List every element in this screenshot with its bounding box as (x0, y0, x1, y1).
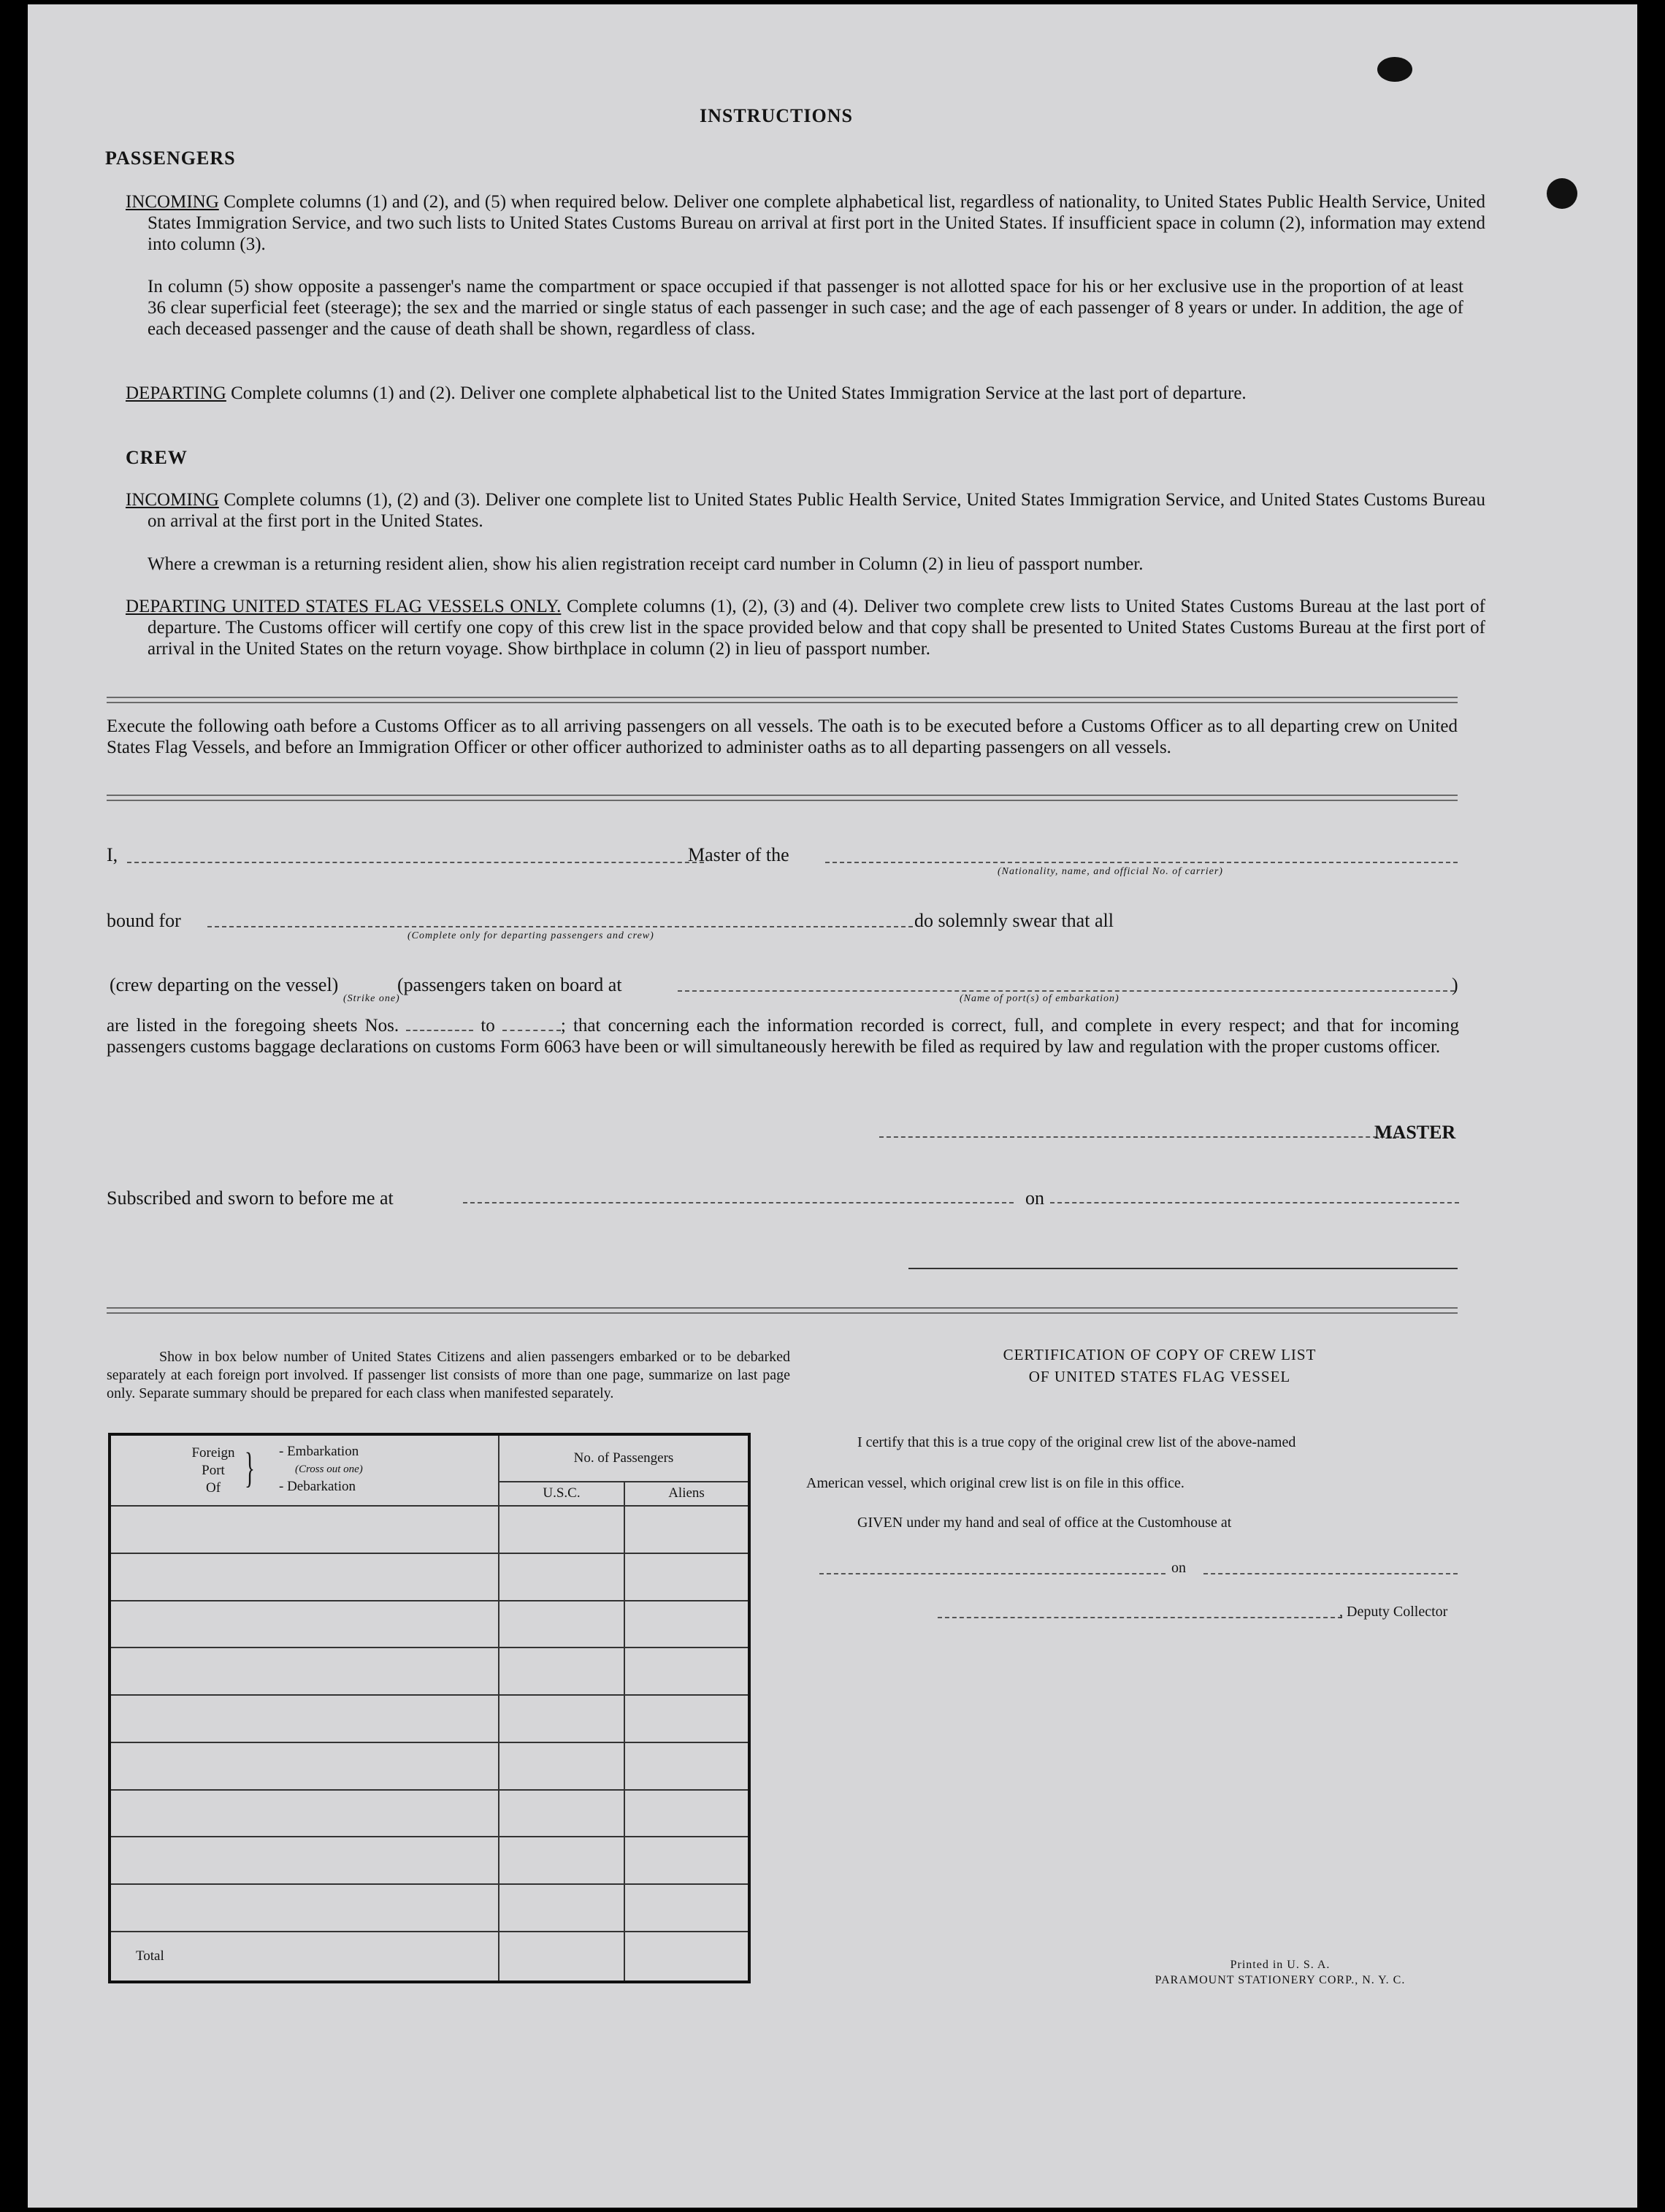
table-row (110, 1695, 749, 1742)
debarkation-option[interactable]: - Debarkation (279, 1479, 356, 1494)
ports-caption: (Name of port(s) of embarkation) (960, 993, 1119, 1004)
sheet-from-field[interactable] (406, 1015, 473, 1031)
deputy-collector-label: , Deputy Collector (1339, 1604, 1448, 1620)
departing-label: DEPARTING (126, 383, 226, 403)
incoming-text: Complete columns (1) and (2), and (5) when required below. Deliver one complete alphabetical list, regardless of nationality, to United States Public Health Service, United States Immigration Service, and two such lists to United States Customs Bureau on arrival at first port in the United States. If insufficient space in column (2), information may extend into column (3). (148, 192, 1486, 254)
flag-vessels-label: DEPARTING UNITED STATES FLAG VESSELS ONLY. (126, 597, 562, 616)
port-label: Port (202, 1463, 225, 1478)
table-row (110, 1742, 749, 1790)
certification-title-line1: CERTIFICATION OF COPY OF CREW LIST (1003, 1346, 1317, 1363)
officer-signature-field[interactable] (908, 1268, 1458, 1269)
ports-field[interactable] (678, 990, 1455, 992)
bound-for-caption: (Complete only for departing passengers and crew) (407, 930, 654, 941)
table-row (110, 1553, 749, 1601)
table-row (110, 1601, 749, 1648)
passengers-heading: PASSENGERS (105, 148, 236, 169)
listed-prefix: are listed in the foregoing sheets Nos. (107, 1016, 399, 1036)
close-paren: ) (1452, 974, 1458, 995)
total-aliens-cell[interactable] (624, 1932, 749, 1982)
printer-line2: PARAMOUNT STATIONERY CORP., N. Y. C. (1155, 1974, 1406, 1986)
incoming-label: INCOMING (126, 192, 219, 212)
total-label: Total (110, 1932, 499, 1982)
table-row (110, 1790, 749, 1837)
cross-out-caption: (Cross out one) (295, 1463, 363, 1475)
port-header-cell (110, 1434, 499, 1506)
certification-line3: GIVEN under my hand and seal of office at the Customhouse at (857, 1515, 1232, 1531)
summary-instructions: Show in box below number of United States Citizens and alien passengers embarked or to be debarked separately at each foreign port involved. If passenger list consists of more than one page, summarize on last page only. Separate summary should be prepared for each class when manifested separately. (107, 1349, 790, 1401)
deputy-signature-field[interactable] (938, 1617, 1342, 1618)
certification-title-line2: OF UNITED STATES FLAG VESSEL (1028, 1368, 1291, 1385)
passengers-taken-option[interactable]: (passengers taken on board at (397, 974, 622, 995)
passenger-summary-table (108, 1433, 751, 1983)
master-of-the-label: Master of the (688, 844, 789, 865)
flag-vessels-text: Complete columns (1), (2), (3) and (4). Deliver two complete crew lists to United States Customs Bureau at the last port of departure. The Customs officer will certify one copy of this crew list in the space provided below and that copy shall be presented to United States Customs Bureau at the first port of arrival in the United States on the return voyage. Show birthplace in column (2) in lieu of passport number. (148, 597, 1485, 659)
total-usc-cell[interactable] (499, 1932, 624, 1982)
flag-vessels-paragraph (126, 596, 1485, 659)
table-row (110, 1506, 749, 1553)
listed-suffix: ; that concerning each the information recorded is correct, full, and complete in every respect; and that for incoming passengers customs baggage declarations on customs Form 6063 have been or will simultaneously herewith be filed as required by law and regulation with the proper customs officer. (107, 1016, 1459, 1057)
passengers-incoming-paragraph (126, 191, 1485, 255)
subscribed-on-label: on (1025, 1187, 1044, 1209)
embarkation-option[interactable]: - Embarkation (279, 1444, 359, 1459)
ink-blot (1377, 57, 1412, 82)
divider (107, 697, 1458, 703)
subscribed-place-field[interactable] (463, 1202, 1014, 1203)
usc-header: U.S.C. (499, 1482, 624, 1506)
crew-heading: CREW (126, 447, 188, 468)
master-label: MASTER (1374, 1122, 1456, 1143)
brace-icon: } (244, 1444, 255, 1491)
listed-paragraph (107, 1015, 1459, 1057)
bound-for-label: bound for (107, 910, 181, 931)
column5-paragraph: In column (5) show opposite a passenger's name the compartment or space occupied if that passenger is not allotted space for his or her exclusive use in the proportion of at least 36 clear superficial feet (steerage); the sex and the married or single status of each passenger in such case; and the age of each passenger of 8 years or under. In addition, the age of each deceased passenger and the cause of death shall be shown, regardless of class. (148, 277, 1463, 339)
master-name-field[interactable] (127, 862, 704, 863)
aliens-header: Aliens (624, 1482, 749, 1506)
table-row (110, 1884, 749, 1932)
certification-line2: American vessel, which original crew list is on file in this office. (806, 1475, 1184, 1491)
carrier-caption: (Nationality, name, and official No. of carrier) (998, 866, 1223, 877)
of-label: Of (205, 1480, 221, 1496)
document-page (28, 4, 1637, 2208)
carrier-field[interactable] (825, 862, 1458, 863)
sheet-to-field[interactable] (502, 1015, 561, 1031)
subscribed-label: Subscribed and sworn to before me at (107, 1187, 394, 1209)
total-row (110, 1932, 749, 1982)
strike-one-caption: (Strike one) (343, 993, 400, 1004)
i-label: I, (107, 844, 118, 865)
oath-intro: Execute the following oath before a Customs Officer as to all arriving passengers on all vessels. The oath is to be executed before a Customs Officer as to all departing crew on United States Flag Vessels, and before an Immigration Officer or other officer authorized to administer oaths as to all departing passengers on all vessels. (107, 716, 1458, 757)
swear-label: do solemnly swear that all (914, 910, 1114, 931)
divider (107, 795, 1458, 801)
customhouse-field[interactable] (819, 1573, 1166, 1574)
crew-departing-option[interactable]: (crew departing on the vessel) (110, 974, 339, 995)
crew-incoming-text: Complete columns (1), (2) and (3). Deliver one complete list to United States Public Health Service, United States Immigration Service, and United States Customs Bureau on arrival at the first port in the United States. (148, 490, 1485, 531)
certification-title (838, 1344, 1481, 1388)
passengers-departing-paragraph (126, 383, 1485, 404)
master-signature-field[interactable] (879, 1136, 1399, 1138)
instructions-title: INSTRUCTIONS (700, 105, 853, 126)
no-of-passengers-header: No. of Passengers (499, 1434, 749, 1482)
punch-hole (1547, 178, 1577, 209)
divider (107, 1307, 1458, 1314)
to-label: to (481, 1016, 495, 1036)
printer-line1: Printed in U. S. A. (1230, 1959, 1331, 1971)
crew-incoming-paragraph (126, 489, 1485, 532)
table-row (110, 1837, 749, 1884)
crew-incoming-label: INCOMING (126, 490, 219, 510)
printer-imprint (1109, 1957, 1452, 1988)
certification-on-label: on (1171, 1560, 1186, 1576)
crewman-paragraph: Where a crewman is a returning resident alien, show his alien registration receipt card number in Column (2) in lieu of passport number. (148, 554, 1144, 574)
departing-text: Complete columns (1) and (2). Deliver one complete alphabetical list to the United States Immigration Service at the last port of departure. (231, 383, 1247, 403)
certification-date-field[interactable] (1203, 1573, 1458, 1574)
certification-line1: I certify that this is a true copy of the original crew list of the above-named (857, 1434, 1296, 1450)
foreign-label: Foreign (191, 1445, 235, 1461)
bound-for-field[interactable] (207, 926, 913, 927)
table-row (110, 1647, 749, 1695)
subscribed-date-field[interactable] (1050, 1202, 1459, 1203)
